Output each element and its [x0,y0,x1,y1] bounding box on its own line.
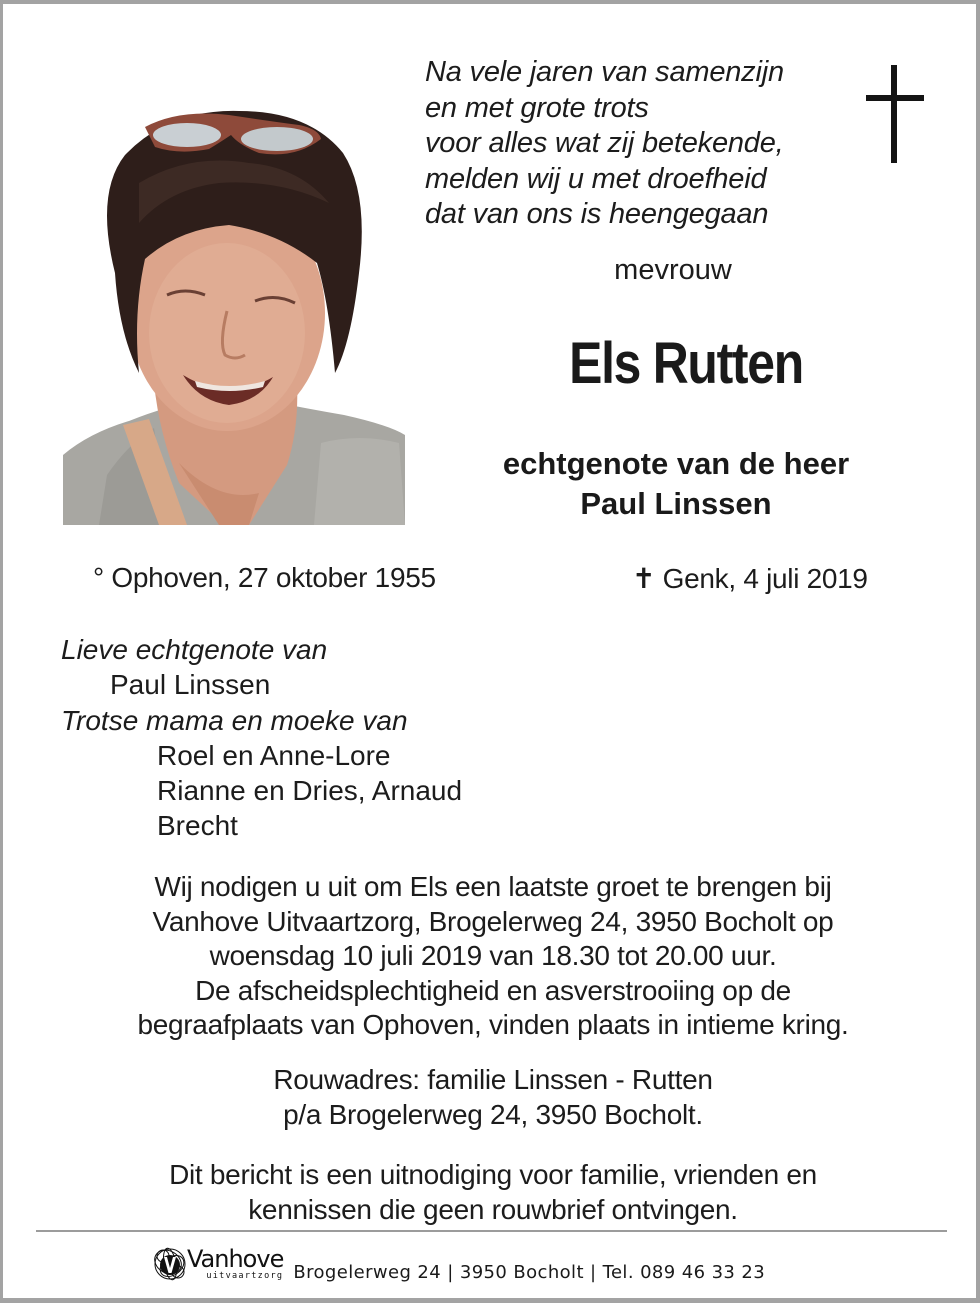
spouse-name: Paul Linssen [110,669,271,701]
spouse-intro: Lieve echtgenote van [61,634,328,665]
notice-line: Dit bericht is een uitnodiging voor familie, vrienden en [169,1159,817,1190]
poem-line: voor alles wat zij betekende, [425,127,784,159]
cross-icon [866,65,924,163]
death-info: ✝ Genk, 4 juli 2019 [632,563,868,594]
poem-line: Na vele jaren van samenzijn [425,56,784,88]
invitation-line: Wij nodigen u uit om Els een laatste groet te brengen bij [154,871,832,902]
notice-text [43,1158,943,1227]
mourning-address [43,1063,943,1132]
opening-poem [425,55,784,233]
birth-info: ° Ophoven, 27 oktober 1955 [93,562,436,593]
child-entry: Brecht [157,810,238,842]
spouse-name: Paul Linssen [580,486,772,521]
poem-line: melden wij u met droefheid [425,162,767,195]
portrait-photo [59,83,405,525]
poem-line: en met grote trots [425,91,649,124]
notice-line: kennissen die geen rouwbrief ontvingen. [248,1193,738,1225]
family-list [61,632,462,844]
invitation-line: Vanhove Uitvaartzorg, Brogelerweg 24, 3950 Bocholt op [152,905,834,937]
children-intro: Trotse mama en moeke van [61,704,408,736]
logo-name: Vanhove [187,1245,284,1273]
spouse-relation: echtgenote van de heer [502,446,850,481]
deceased-name: Els Rutten [569,331,803,396]
footer [151,1240,765,1284]
child-entry: Roel en Anne-Lore [157,739,391,771]
invitation-line: begraafplaats van Ophoven, vinden plaats in intieme kring. [137,1009,849,1041]
child-entry: Rianne en Dries, Arnaud [157,775,463,807]
vanhove-logo-mark-icon [151,1244,189,1284]
footer-divider [36,1230,947,1232]
footer-contact: Brogelerweg 24 | 3950 Bocholt | Tel. 089 46 33 23 [293,1262,766,1283]
obituary-card [3,4,976,1298]
invitation-line: woensdag 10 juli 2019 van 18.30 tot 20.00 uur. [209,940,777,972]
vanhove-logo [151,1244,283,1284]
honorific: mevrouw [614,254,732,286]
poem-line: dat van ons is heengegaan [425,198,769,230]
address-line: p/a Brogelerweg 24, 3950 Bocholt. [283,1098,703,1130]
invitation-text [43,870,943,1043]
invitation-line: De afscheidsplechtigheid en asverstrooiing op de [195,974,791,1006]
address-line: Rouwadres: familie Linssen - Rutten [273,1064,713,1095]
spouse-info [433,444,919,524]
logo-subtitle: uitvaartzorg [206,1271,284,1281]
